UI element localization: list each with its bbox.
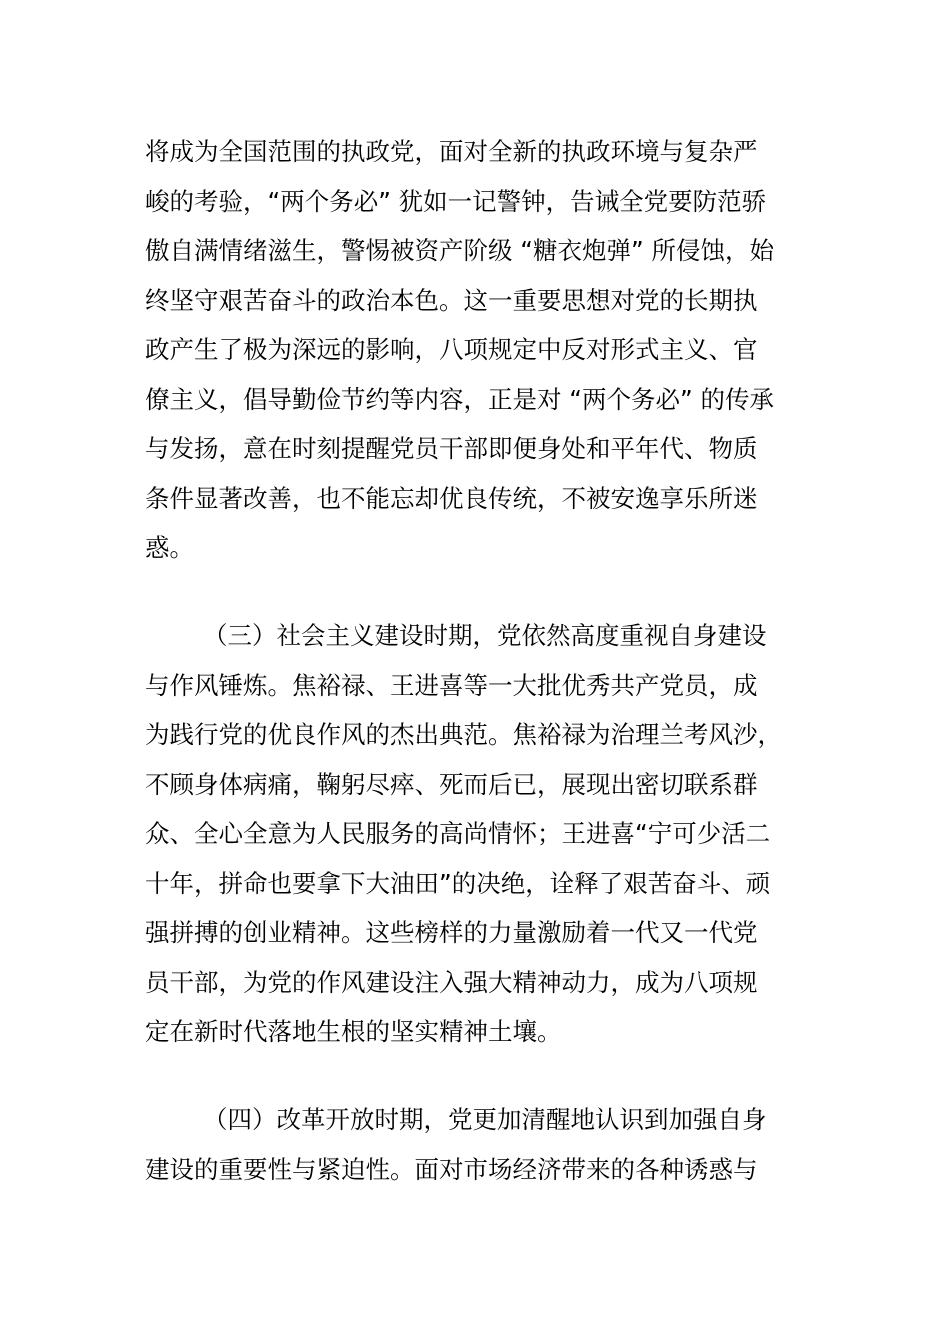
- paragraph-line: 定在新时代落地生根的坚实精神土壤。: [145, 1017, 562, 1046]
- paragraph-2: [145, 611, 810, 1057]
- paragraph-line: 众、全心全意为人民服务的高尚情怀；王进喜“宁可少活二: [145, 819, 771, 848]
- paragraph-line: 与作风锤炼。焦裕禄、王进喜等一大批优秀共产党员，成: [145, 670, 758, 700]
- paragraph-1: [145, 127, 810, 573]
- paragraph-3: [145, 1095, 810, 1194]
- paragraph-line: 十年，拼命也要拿下大油田”的决绝，诠释了艰苦奋斗、顽: [145, 868, 771, 898]
- paragraph-line: 建设的重要性与紧迫性。面对市场经济带来的各种诱惑与: [145, 1154, 758, 1184]
- paragraph-line: 峻的考验，“两个务必” 犹如一记警钟，告诫全党要防范骄: [145, 186, 767, 216]
- paragraph-line: 惑。: [145, 533, 194, 562]
- paragraph-line: 将成为全国范围的执政党，面对全新的执政环境与复杂严: [145, 137, 758, 166]
- paragraph-line: 僚主义，倡导勤俭节约等内容，正是对 “两个务必” 的传承: [145, 384, 774, 414]
- paragraph-line: 傲自满情绪滋生，警惕被资产阶级 “糖衣炮弹” 所侵蚀，始: [145, 236, 774, 265]
- paragraph-line: 终坚守艰苦奋斗的政治本色。这一重要思想对党的长期执: [145, 285, 758, 315]
- paragraph-line: 与发扬，意在时刻提醒党员干部即便身处和平年代、物质: [145, 434, 758, 463]
- paragraph-line: 条件显著改善，也不能忘却优良传统，不被安逸享乐所迷: [145, 483, 758, 513]
- paragraph-line: 为践行党的优良作风的杰出典范。焦裕禄为治理兰考风沙，: [145, 720, 782, 749]
- paragraph-line: 强拼搏的创业精神。这些榜样的力量激励着一代又一代党: [145, 918, 758, 947]
- paragraph-line: 员干部，为党的作风建设注入强大精神动力，成为八项规: [145, 967, 758, 997]
- paragraph-line: 政产生了极为深远的影响，八项规定中反对形式主义、官: [145, 335, 758, 364]
- paragraph-line: 不顾身体病痛，鞠躬尽瘁、死而后已，展现出密切联系群: [145, 769, 758, 799]
- paragraph-line: （四）改革开放时期，党更加清醒地认识到加强自身: [203, 1105, 767, 1134]
- paragraph-line: （三）社会主义建设时期，党依然高度重视自身建设: [203, 621, 767, 650]
